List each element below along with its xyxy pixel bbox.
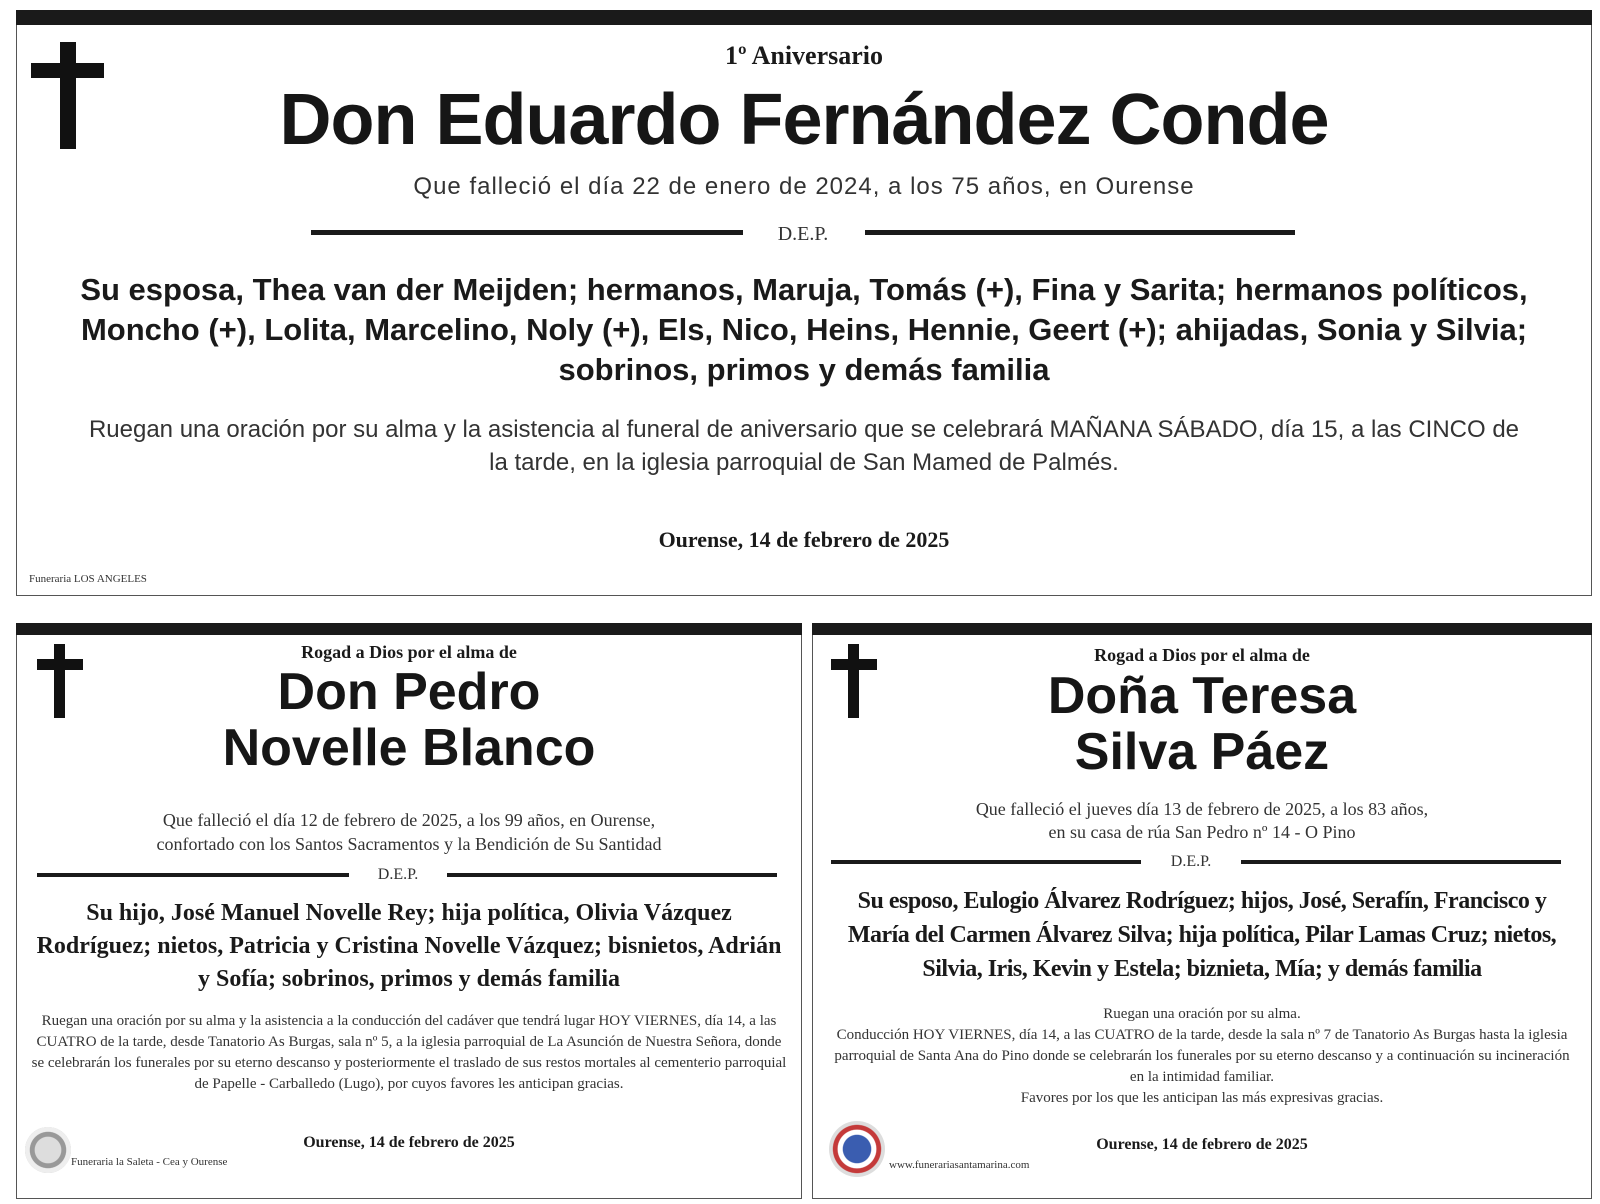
death-info: Que falleció el día 22 de enero de 2024, a los 75 años, en Ourense — [413, 173, 1195, 200]
notice-teresa-silva-paez — [812, 623, 1592, 1199]
death-info — [47, 808, 771, 856]
death-info — [843, 798, 1561, 844]
notice-pre-title: 1º Aniversario — [724, 41, 884, 70]
ruegan-text: Ruegan una oración por su alma y la asistencia a la conducción del cadáver que tendrá lugar HOY VIERNES, día 14, a las CUATRO de la tarde, desde Tanatorio As Burgas, sala nº 5, a la iglesia parroquial de La Asunción de Nuestra Señora, donde se celebrarán los funerales por su eterno descanso y posteriormente el traslado de sus restos mortales al cementerio parroquial de Papelle - Carballedo (Lugo), por cuyos favores les anticipan gracias. — [31, 1013, 787, 1092]
death-info-line2: en su casa de rúa San Pedro nº 14 - O Pino — [1048, 822, 1356, 842]
notice-top-bar — [812, 623, 1592, 635]
notice-eduardo-fernandez-conde — [16, 10, 1592, 596]
dep-label: D.E.P. — [1170, 853, 1212, 870]
notice-pre-title: Rogad a Dios por el alma de — [301, 642, 517, 662]
ruegan-text — [827, 1004, 1577, 1109]
funeral-home-label: Funeraria LOS ANGELES — [29, 573, 147, 585]
divider-left — [831, 860, 1141, 864]
deceased-name — [813, 668, 1591, 780]
ruegan-line2: Conducción HOY VIERNES, día 14, a las CUATRO de la tarde, desde la sala nº 7 de Tanatorio As Burgas hasta la iglesia parroquial de Santa Ana do Pino donde se celebrarán los funerales por su eterno descanso y a continuación su incineración en la intimidad familiar. — [834, 1027, 1570, 1085]
notice-top-bar — [16, 10, 1592, 25]
funeral-home-label: Funeraria la Saleta - Cea y Ourense — [71, 1156, 228, 1168]
deceased-name: Don Eduardo Fernández Conde — [279, 80, 1329, 160]
notice-date: Ourense, 14 de febrero de 2025 — [1096, 1136, 1308, 1153]
dep-label: D.E.P. — [377, 866, 419, 883]
divider-left — [37, 873, 349, 877]
notice-date: Ourense, 14 de febrero de 2025 — [303, 1134, 515, 1151]
ruegan-line3: Favores por los que les anticipan las más expresivas gracias. — [1020, 1090, 1384, 1106]
funeral-home-website: www.funerariasantamarina.com — [889, 1159, 1030, 1171]
deceased-name-line2: Silva Páez — [1074, 723, 1330, 781]
ruegan-text: Ruegan una oración por su alma y la asistencia al funeral de aniversario que se celebrará MAÑANA SÁBADO, día 15, a las CINCO de la tarde, en la iglesia parroquial de San Mamed de Palmés. — [88, 416, 1520, 476]
divider-right — [447, 873, 777, 877]
deceased-name — [17, 664, 801, 776]
family-list: Su hijo, José Manuel Novelle Rey; hija política, Olivia Vázquez Rodríguez; nietos, Patricia y Cristina Novelle Vázquez; bisnietos, Adrián y Sofía; sobrinos, primos y demás familia — [36, 900, 782, 992]
deceased-name-line1: Don Pedro — [277, 663, 541, 721]
divider-right — [1241, 860, 1561, 864]
notice-pre-title: Rogad a Dios por el alma de — [1094, 645, 1310, 665]
death-info-line1: Que falleció el jueves día 13 de febrero de 2025, a los 83 años, — [975, 799, 1429, 819]
deceased-name-line2: Novelle Blanco — [222, 719, 596, 777]
family-list: Su esposo, Eulogio Álvarez Rodríguez; hijos, José, Serafín, Francisco y María del Carmen Álvarez Silva; hija política, Pilar Lamas Cruz; nietos, Silvia, Iris, Kevin y Estela; biznieta, Mía; y demás familia — [847, 888, 1557, 982]
notice-date: Ourense, 14 de febrero de 2025 — [658, 527, 950, 552]
divider-right — [865, 230, 1295, 235]
death-info-line2: confortado con los Santos Sacramentos y la Bendición de Su Santidad — [156, 834, 662, 854]
funeral-home-logo — [829, 1121, 885, 1177]
death-info-line1: Que falleció el día 12 de febrero de 2025, a los 99 años, en Ourense, — [162, 810, 656, 830]
notice-top-bar — [16, 623, 802, 635]
family-list: Su esposa, Thea van der Meijden; hermanos, Maruja, Tomás (+), Fina y Sarita; hermanos políticos, Moncho (+), Lolita, Marcelino, Noly (+), Els, Nico, Heins, Hennie, Geert (+); ahijadas, Sonia y Silvia; sobrinos, primos y demás familia — [80, 272, 1528, 387]
deceased-name-line1: Doña Teresa — [1047, 667, 1357, 725]
dep-label: D.E.P. — [777, 223, 829, 245]
ruegan-line1: Ruegan una oración por su alma. — [1103, 1006, 1301, 1022]
funeral-home-logo — [25, 1127, 71, 1173]
notice-pedro-novelle-blanco — [16, 623, 802, 1199]
divider-left — [311, 230, 743, 235]
